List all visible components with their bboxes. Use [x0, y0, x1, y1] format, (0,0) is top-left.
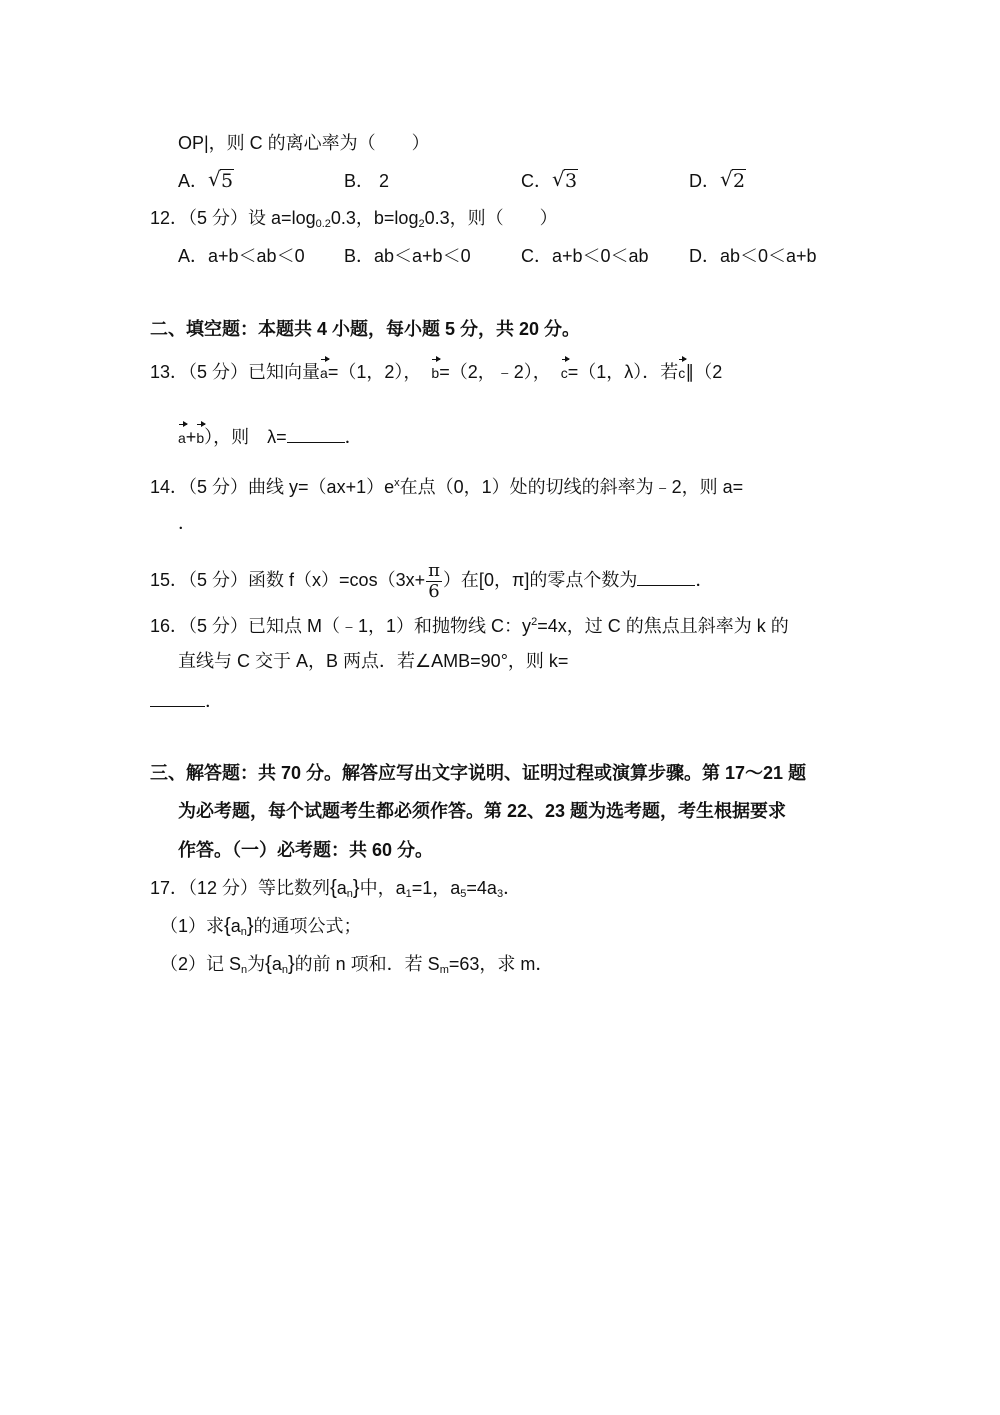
vector-c-2: c	[678, 355, 685, 385]
q12-stem: 12．（5 分）设 $a=\log_{0.2}0.3$，$b=\log_20.3$，则（ ）	[150, 208, 558, 230]
vector-b-2: b	[196, 420, 204, 450]
section-3-title-2: 为必考题，每个试题考生都必须作答。第 22、23 题为选考题，考生根据要求	[178, 801, 787, 821]
q17-part-2: （2）记 $S_n$为$\{a_n\}$的前 n 项和．若 $S_m=63$，求 m．	[160, 953, 554, 976]
section-2-title: 二、填空题：本题共 4 小题，每小题 5 分，共 20 分。	[150, 319, 581, 339]
q16-stem: 16．（5 分）已知点 M（﹣1，1）和抛物线 C：$y^2=4x$，过 C 的焦点且斜率为 k 的	[150, 616, 789, 636]
q13-answer-blank	[287, 426, 345, 443]
q11-option-c: C． √ 3	[521, 167, 578, 192]
q12-option-a: A．a+b＜ab＜0	[178, 246, 305, 266]
q13-stem: 13．（5 分）已知向量a=（1，2）， b=（2，﹣2）， c=（1，λ）．若c∥（2	[150, 355, 722, 385]
q14-stem: 14．（5 分）曲线 $y=(ax+1)e^x$在点（0，1）处的切线的斜率为﹣2，则 a=	[150, 477, 744, 497]
q11-option-b: B． 2	[344, 171, 390, 191]
q12-option-b: B．ab＜a+b＜0	[344, 246, 471, 266]
q17-part-1: （1）求$\{a_n\}$的通项公式；	[160, 915, 362, 938]
q17-stem: 17．（12 分）等比数列$\{a_n\}$中，$a_1=1$，$a_5=4a_3$．	[150, 877, 522, 900]
vector-c: c	[561, 355, 568, 385]
vector-a: a	[320, 355, 328, 385]
q11-option-d: D． √ 2	[689, 167, 746, 192]
q12-option-d: D．ab＜0＜a+b	[689, 246, 817, 266]
q11-tail: OP|，则 C 的离心率为（ ）	[178, 133, 430, 153]
q11-option-a: A． √ 5	[178, 167, 234, 192]
q12-option-c: C．a+b＜0＜ab	[521, 246, 649, 266]
q16-stem-2: 直线与 C 交于 A，B 两点．若∠AMB=90°，则 k=	[178, 651, 569, 671]
q15-stem: 15．（5 分）函数 f（x）=cos（3x+ $\frac{\pi}{6}$ ）在[0，π]的零点个数为 ．	[150, 559, 714, 602]
q15-answer-blank	[637, 569, 695, 586]
q16-answer-blank	[150, 690, 205, 707]
section-3-title-1: 三、解答题：共 70 分。解答应写出文字说明、证明过程或演算步骤。第 17～21 题	[150, 763, 807, 783]
q14-end: ．	[178, 513, 196, 533]
q13-stem-2: a+b），则 λ= ．	[178, 420, 363, 450]
vector-b: b	[431, 355, 439, 385]
q16-answer: ．	[150, 689, 223, 713]
section-3-title-3: 作答。（一）必考题：共 60 分。	[178, 840, 434, 860]
fraction-pi-over-6: $\frac{\pi}{6}$	[428, 559, 440, 602]
vector-a-2: a	[178, 420, 186, 450]
